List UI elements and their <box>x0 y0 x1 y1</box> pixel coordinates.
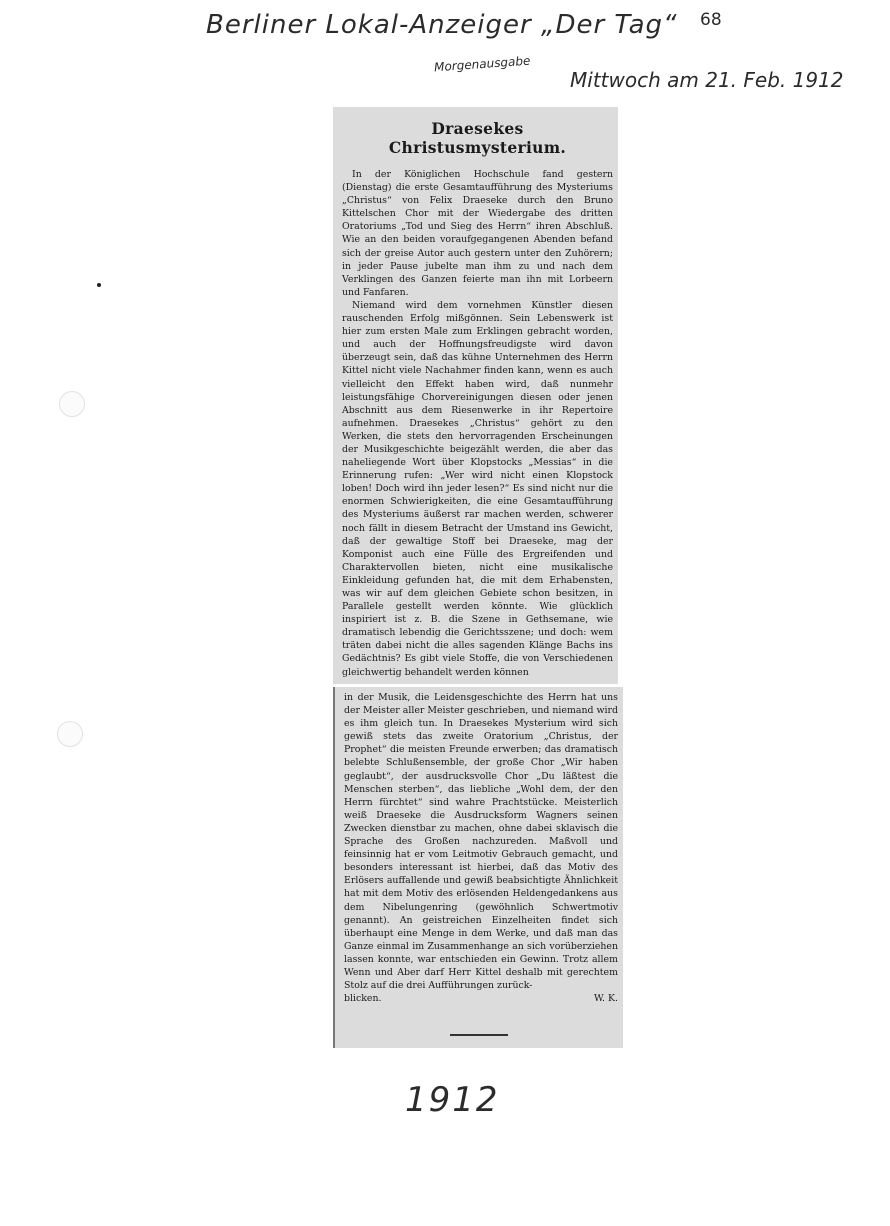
handwritten-date: Mittwoch am 21. Feb. 1912 <box>570 68 844 92</box>
end-rule <box>450 1034 508 1036</box>
article-paragraph-1: In der Königlichen Hochschule fand gestern (Dienstag) die erste Gesamtaufführung des Mysteriums „Christus“ von Felix Draeseke durch den Bruno Kittelschen Chor mit der Wiedergabe des dritten Oratoriums „Tod und Sieg des Herrn“ ihren Abschluß. Wie an den beiden voraufgegangenen Abenden befand sich der greise Autor auch gestern unter den Zuhörern; in jeder Pause jubelte man ihm zu und nach dem Verklingen des Ganzen feierte man ihn mit Lorbeern und Fanfaren. <box>342 169 613 298</box>
article-paragraph-2: Niemand wird dem vornehmen Künstler diesen rauschenden Erfolg mißgönnen. Sein Lebenswerk ist hier zum ersten Male zum Erklingen gebracht worden, und auch der Hoffnungsfreudigste wird davon überzeugt sein, daß das kühne Unternehmen des Herrn Kittel nicht viele Nachahmer finden kann, wenn es auch vielleicht den Effekt haben wird, daß nunmehr leistungsfähige Chorvereinigungen diesen oder jenen Abschnitt aus dem Riesenwerke in ihr Repertoire aufnehmen. Draesekes „Christus“ gehört zu den Werken, die stets den hervorragenden Erscheinungen der Musikgeschichte beigezählt werden, die aber das naheliegende Wort über Klopstocks „Messias“ in die Erinnerung rufen: „Wer wird nicht einen Klopstock loben! Doch wird ihn jeder lesen?“ Es sind nicht nur die enormen Schwierigkeiten, die eine Gesamtaufführung des Mysteriums äußerst rar machen werden, schwerer noch fällt in diesem Betracht der Umstand ins Gewicht, daß der gewaltige Stoff bei Draeseke, mag der Komponist auch eine Fülle des Ergreifenden und Charaktervollen bieten, nicht eine musikalische Einkleidung gefunden hat, die mit dem Erhabensten, was wir auf dem gleichen Gebiete schon besitzen, in Parallele gestellt werden könnte. Wie glücklich inspiriert ist z. B. die Szene in Gethsemane, wie dramatisch lebendig die Gerichtsszene; und doch: wem träten dabei nicht die alles sagenden Klänge Bachs ins Gedächtnis? Es gibt viele Stoffe, die von Verschiedenen gleichwertig behandelt werden können <box>342 299 613 678</box>
punch-hole-bottom <box>57 721 83 747</box>
handwritten-newspaper-name: Berliner Lokal-Anzeiger „Der Tag“ <box>206 10 678 40</box>
handwritten-page-number: 68 <box>700 10 722 30</box>
ink-dot <box>97 283 101 287</box>
handwritten-edition: Morgenausgabe <box>433 53 531 75</box>
article-signature: W. K. <box>594 993 618 1005</box>
newspaper-clipping-top <box>333 107 618 684</box>
newspaper-clipping-bottom <box>333 687 623 1048</box>
article-headline: Draesekes Christusmysterium. <box>388 119 567 157</box>
article-last-word: blicken. <box>344 993 382 1005</box>
article-continuation: in der Musik, die Leidensgeschichte des Herrn hat uns der Meister aller Meister geschrieben, und niemand wird es ihm gleich tun. In Draesekes Mysterium wird sich gewiß stets das zweite Oratorium „Christus, der Prophet“ die meisten Freunde erwerben; das dramatisch belebte Schlußensemble, der große Chor „Wir haben geglaubt“, der ausdrucksvolle Chor „Du läßtest die Menschen sterben“, das liebliche „Wohl dem, der den Herrn fürchtet“ sind wahre Prachtstücke. Meisterlich weiß Draeseke die Ausdrucksform Wagners seinen Zwecken dienstbar zu machen, ohne dabei sklavisch die Sprache des Großen nachzureden. Maßvoll und feinsinnig hat er vom Leitmotiv Gebrauch gemacht, und besonders interessant ist hierbei, daß das Motiv des Erlösers auffallende und gewiß beabsichtigte Ähnlichkeit hat mit dem Motiv des erlösenden Heldengedankens aus dem Nibelungenring (gewöhnlich Schwertmotiv genannt). An geistreichen Einzelheiten findet sich überhaupt eine Menge in dem Werke, und daß man das Ganze einmal im Zusammenhange an sich vorüberziehen lassen konnte, war entschieden ein Gewinn. Trotz allem Wenn und Aber darf Herr Kittel deshalb mit gerechtem Stolz auf die drei Aufführungen zurück- <box>344 692 618 992</box>
punch-hole-top <box>59 391 85 417</box>
signature-line <box>344 992 618 1005</box>
handwritten-year: 1912 <box>405 1080 500 1120</box>
